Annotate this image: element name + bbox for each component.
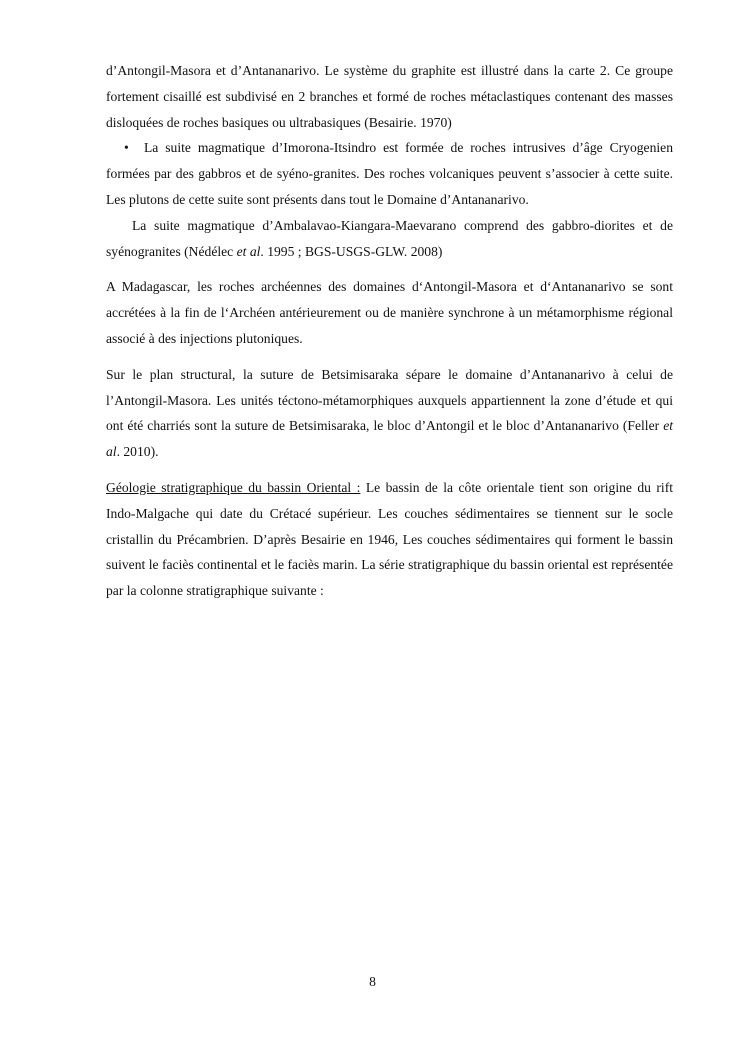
page-number: 8 [369, 974, 376, 989]
paragraph-madagascar-archean: A Madagascar, les roches archéennes des domaines d‘Antongil-Masora et d‘Antananarivo se sont accrétées à la fin de l‘Archéen antérieurement ou de manière synchrone à un métamorphisme régional associé à des injections plutoniques. [106, 279, 673, 346]
paragraph-imorona-text: La suite magmatique d’Imorona-Itsindro est formée de roches intrusives d’âge Cryogenien formées par des gabbros et de syéno-granites. Des roches volcaniques peuvent s’associer à cette suite. Les plutons de cette suite sont présents dans tout le Domaine d’Antananarivo. [106, 140, 673, 207]
stratigraphy-heading: Géologie stratigraphique du bassin Oriental : [106, 479, 361, 495]
paragraph-imorona-itsindro [106, 135, 673, 212]
ambalavao-et-al: et al [236, 243, 261, 259]
paragraph-stratigraphy [106, 475, 673, 604]
paragraph-structural-plan [106, 362, 673, 465]
stratigraphy-text: Le bassin de la côte orientale tient son origine du rift Indo-Malgache qui date du Crétacé supérieur. Les couches sédimentaires se tiennent sur le socle cristallin du Précambrien. D’après Besairie en 1946, Les couches sédimentaires qui forment le bassin suivent le faciès continental et le faciès marin. La série stratigraphique du bassin oriental est représentée par la colonne stratigraphique suivante : [106, 479, 674, 599]
ambalavao-text-a: La suite magmatique d’Ambalavao-Kiangara-Maevarano comprend des gabbro-diorites et de syénogranites (Nédélec [106, 217, 673, 259]
structural-text-a: Sur le plan structural, la suture de Betsimisaraka sépare le domaine d’Antananarivo à celui de l’Antongil-Masora. Les unités téctono-métamorphiques auxquels appartiennent la zone d’étude et qui ont été charriés sont la suture de Betsimisaraka, le bloc d’Antongil et le bloc d’Antananarivo (Feller [106, 366, 673, 434]
bullet-icon: • [124, 140, 129, 156]
structural-text-b: . 2010). [116, 444, 159, 460]
paragraph-ambalavao [106, 213, 673, 265]
document-body [106, 58, 673, 604]
ambalavao-text-b: . 1995 ; BGS-USGS-GLW. 2008) [260, 243, 443, 259]
paragraph-antongil-graphite: d’Antongil-Masora et d’Antananarivo. Le système du graphite est illustré dans la carte 2. Ce groupe fortement cisaillé est subdivisé en 2 branches et formé de roches métaclastiques contenant des masses disloquées de roches basiques ou ultrabasiques (Besairie. 1970) [106, 63, 673, 130]
structural-et-al: et al [106, 418, 673, 460]
